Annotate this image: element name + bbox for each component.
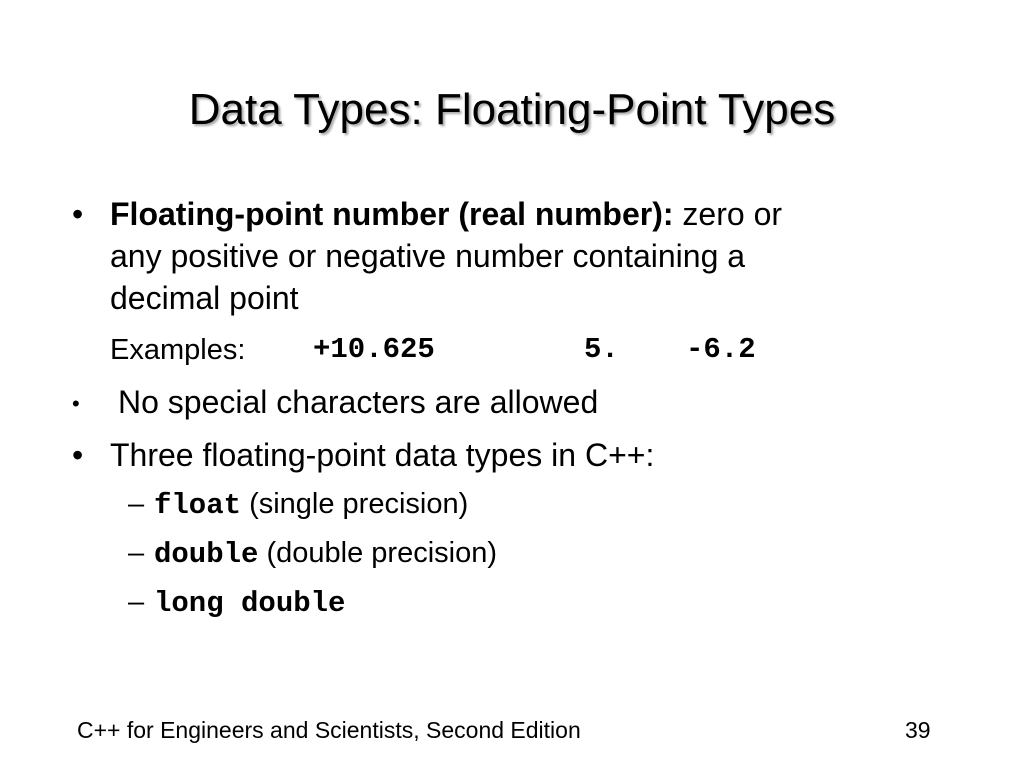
bullet-line-2: any positive or negative number containing a	[110, 238, 746, 274]
code-keyword: double	[154, 538, 259, 571]
sub-item-desc: (double precision)	[258, 537, 497, 569]
dash-icon: –	[128, 586, 145, 618]
footer-page-number: 39	[905, 717, 931, 743]
dash-icon: –	[128, 537, 145, 569]
bullet-icon: •	[72, 437, 84, 473]
examples-line	[110, 330, 756, 370]
code-keyword: long double	[154, 587, 346, 620]
sub-item-long-double	[128, 582, 345, 624]
sub-item-double	[128, 533, 497, 575]
bullet-line	[110, 193, 782, 235]
example-value: 5.	[584, 333, 619, 366]
code-keyword: float	[154, 489, 242, 522]
footer-book-title: C++ for Engineers and Scientists, Second Edition	[77, 717, 581, 743]
example-value: -6.2	[686, 333, 756, 366]
bullet-line-3: decimal point	[110, 280, 299, 316]
dash-icon: –	[128, 488, 145, 520]
bullet-three-types-text: Three floating-point data types in C++:	[110, 437, 655, 473]
bullet-icon: •	[72, 391, 80, 416]
term-bold: Floating-point number (real number):	[110, 196, 674, 232]
sub-item-float	[128, 484, 468, 526]
examples-label: Examples:	[110, 334, 246, 366]
sub-item-desc: (single precision)	[241, 488, 469, 520]
example-value: +10.625	[313, 333, 435, 366]
slide-title: Data Types: Floating-Point Types	[188, 85, 836, 134]
bullet-floating-point	[72, 193, 972, 323]
bullet-icon: •	[72, 196, 84, 232]
bullet-no-special-chars: No special characters are allowed	[118, 384, 599, 420]
term-rest: zero or	[673, 196, 783, 232]
bullet-three-types	[72, 434, 972, 476]
